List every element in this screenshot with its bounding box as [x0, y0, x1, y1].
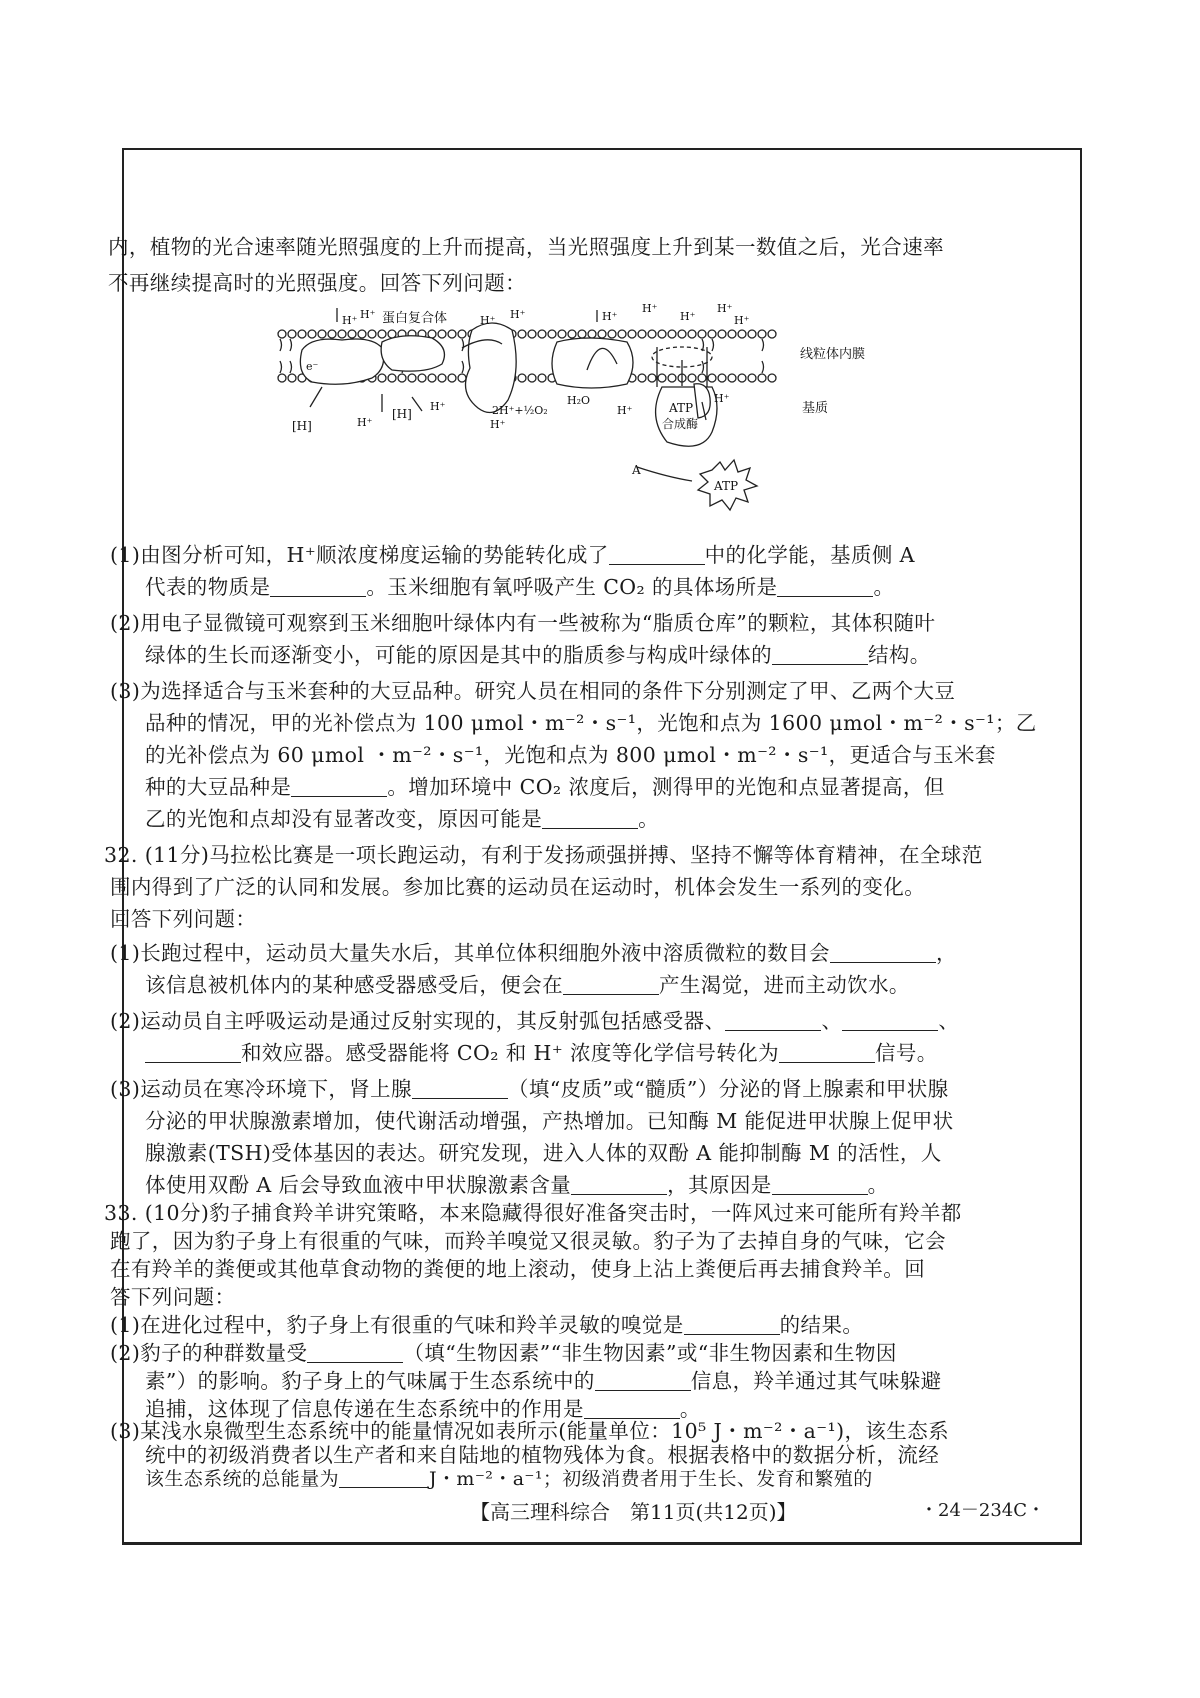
answer-blank[interactable]	[772, 644, 868, 665]
label-h-plus-8: H⁺	[717, 302, 733, 315]
label-h-plus-5: H⁺	[602, 310, 618, 323]
label-h-plus-10: H⁺	[357, 416, 373, 429]
label-h-plus-6: H⁺	[642, 302, 658, 315]
q32-p3-line3: 腺激素(TSH)受体基因的表达。研究发现，进入人体的双酚 A 能抑制酶 M 的活性，人	[145, 1141, 942, 1165]
answer-blank[interactable]	[307, 1342, 403, 1363]
label-h-plus-7: H⁺	[680, 310, 696, 323]
intro-line-1: 内，植物的光合速率随光照强度的上升而提高，当光照强度上升到某一数值之后，光合速率	[108, 235, 944, 259]
answer-blank[interactable]	[777, 576, 873, 597]
complex-3	[466, 323, 517, 413]
q33-p2-line2: 素”）的影响。豹子身上的气味属于生态系统中的 信息，羚羊通过其气味躲避	[145, 1369, 942, 1393]
q31-p3-line1: (3)为选择适合与玉米套种的大豆品种。研究人员在相同的条件下分别测定了甲、乙两个大豆	[110, 679, 956, 703]
label-water-reaction: 2H⁺+½O₂	[492, 404, 548, 417]
q33-p3-line1-text: (3)某浅水泉微型生态系统中的能量情况如表所示(能量单位：10⁵ J・m⁻²・a⁻¹)，该生态系	[110, 1419, 950, 1443]
label-atp: ATP	[714, 479, 739, 493]
q32-p2-line2: 和效应器。感受器能将 CO₂ 和 H⁺ 浓度等化学信号转化为 信号。	[145, 1038, 938, 1068]
label-matrix: 基质	[802, 401, 829, 416]
answer-blank[interactable]	[779, 1042, 875, 1063]
answer-blank[interactable]	[412, 1078, 508, 1099]
answer-blank[interactable]	[270, 576, 366, 597]
answer-blank[interactable]	[772, 1174, 868, 1195]
label-h-plus-2: H⁺	[360, 308, 376, 321]
q32-stem-line2: 围内得到了广泛的认同和发展。参加比赛的运动员在运动时，机体会发生一系列的变化。	[110, 875, 926, 899]
q32-p3-line2: 分泌的甲状腺激素增加，使代谢活动增强，产热增加。已知酶 M 能促进甲状腺上促甲状	[145, 1109, 954, 1133]
q31-p3-line2: 品种的情况，甲的光补偿点为 100 μmol・m⁻²・s⁻¹，光饱和点为 1600 μmol・m⁻²・s⁻¹；乙	[145, 711, 1037, 735]
q33-stem-line1: 33. (10分)豹子捕食羚羊讲究策略，本来隐藏得很好准备突击时，一阵风过来可能所有羚羊都	[104, 1201, 962, 1225]
answer-blank[interactable]	[609, 544, 705, 565]
mitochondrial-inner-membrane-diagram	[262, 302, 962, 522]
membrane-heads-top	[278, 330, 776, 338]
q31-p2-line2: 绿体的生长而逐渐变小，可能的原因是其中的脂质参与构成叶绿体的 结构。	[145, 643, 931, 667]
q33-p2-line3: 追捕，这体现了信息传递在生态系统中的作用是 。	[145, 1397, 701, 1421]
q31-p3-line3: 的光补偿点为 60 μmol ・m⁻²・s⁻¹，光饱和点为 800 μmol・m⁻²・s⁻¹，更适合与玉米套	[145, 743, 996, 767]
page-footer-code: ・24－234C・	[920, 1500, 1046, 1521]
answer-blank[interactable]	[563, 974, 659, 995]
answer-blank[interactable]	[291, 776, 387, 797]
q33-p3-line2-text: 统中的初级消费者以生产者和来自陆地的植物残体为食。根据表格中的数据分析，流经	[145, 1443, 940, 1467]
label-a: A	[632, 463, 641, 477]
label-h-plus-11: H⁺	[430, 400, 446, 413]
answer-blank[interactable]	[145, 1042, 241, 1063]
q32-stem-line3: 回答下列问题：	[110, 907, 257, 931]
answer-blank[interactable]	[684, 1314, 780, 1335]
answer-blank[interactable]	[842, 1010, 938, 1031]
answer-blank[interactable]	[595, 1370, 691, 1391]
q33-stem-line4: 答下列问题：	[110, 1285, 236, 1309]
label-h-plus-14: H⁺	[714, 392, 730, 405]
page-footer-title: 【高三理科综合 第11页(共12页)】	[470, 1500, 797, 1524]
q31-p1-line1: (1)由图分析可知，H⁺顺浓度梯度运输的势能转化成了 中的化学能，基质侧 A	[110, 543, 915, 567]
label-h-plus-9: H⁺	[734, 314, 750, 327]
q32-p2-line1: (2)运动员自主呼吸运动是通过反射实现的，其反射弧包括感受器、 、 、	[110, 1009, 960, 1033]
q33-p3-line3-text-b: J・m⁻²・a⁻¹；初级消费者用于生长、发育和繁殖的	[429, 1468, 873, 1490]
label-nadh-2: [H]	[392, 407, 412, 421]
complex-4	[552, 338, 633, 388]
q33-p3-line3-text-a: 该生态系统的总能量为	[145, 1468, 340, 1490]
label-atp-synthase-1: ATP	[669, 401, 694, 415]
label-h2o: H₂O	[567, 394, 591, 407]
q33-stem-line3: 在有羚羊的粪便或其他草食动物的粪便的地上滚动，使身上沾上粪便后再去捕食羚羊。回	[110, 1257, 926, 1281]
q31-p3-line5: 乙的光饱和点却没有显著改变，原因可能是 。	[145, 807, 660, 831]
label-h-plus-1: H⁺	[342, 314, 358, 327]
answer-blank[interactable]	[339, 1467, 429, 1488]
q31-p3-line4: 种的大豆品种是 。增加环境中 CO₂ 浓度后，测得甲的光饱和点显著提高，但	[145, 775, 945, 799]
label-protein-complex: 蛋白复合体	[382, 311, 448, 326]
label-electron: e⁻	[306, 360, 319, 373]
q33-p1-line1: (1)在进化过程中，豹子身上有很重的气味和羚羊灵敏的嗅觉是 的结果。	[110, 1313, 864, 1337]
label-h-plus-4: H⁺	[510, 308, 526, 321]
answer-blank[interactable]	[725, 1010, 821, 1031]
q33-stem-line2: 跑了，因为豹子身上有很重的气味，而羚羊嗅觉又很灵敏。豹子为了去掉自身的气味，它会	[110, 1229, 946, 1253]
q32-p3-line4: 体使用双酚 A 后会导致血液中甲状腺激素含量 ，其原因是 。	[145, 1173, 889, 1197]
q33-p3-line3	[145, 1464, 873, 1494]
q32-p1-line2: 该信息被机体内的某种感受器感受后，便会在 产生渴觉，进而主动饮水。	[145, 973, 910, 997]
q31-p2-line1: (2)用电子显微镜可观察到玉米细胞叶绿体内有一些被称为“脂质仓库”的颗粒，其体积随叶	[110, 611, 936, 635]
q32-p1-line1: (1)长跑过程中，运动员大量失水后，其单位体积细胞外液中溶质微粒的数目会 ，	[110, 941, 957, 965]
intro-line-2: 不再继续提高时的光照强度。回答下列问题：	[108, 271, 526, 295]
label-h-plus-13: H⁺	[617, 404, 633, 417]
label-h-plus-12: H⁺	[490, 418, 506, 431]
q32-p3-line1: (3)运动员在寒冷环境下，肾上腺 （填“皮质”或“髓质”）分泌的肾上腺素和甲状腺	[110, 1077, 949, 1101]
answer-blank[interactable]	[542, 808, 638, 829]
label-atp-synthase-2: 合成酶	[662, 417, 699, 431]
q31-p1-line2: 代表的物质是 。玉米细胞有氧呼吸产生 CO₂ 的具体场所是 。	[145, 575, 895, 599]
q33-p2-line1: (2)豹子的种群数量受 （填“生物因素”“非生物因素”或“非生物因素和生物因	[110, 1341, 897, 1365]
label-inner-membrane: 线粒体内膜	[800, 347, 866, 362]
label-h-plus-3: H⁺	[480, 314, 496, 327]
q32-stem-line1: 32. (11分)马拉松比赛是一项长跑运动，有利于发扬顽强拼搏、坚持不懈等体育精神，在全球范	[104, 843, 983, 867]
complex-2	[381, 336, 444, 371]
answer-blank[interactable]	[571, 1174, 667, 1195]
label-nadh-1: [H]	[292, 419, 312, 433]
answer-blank[interactable]	[830, 942, 936, 963]
